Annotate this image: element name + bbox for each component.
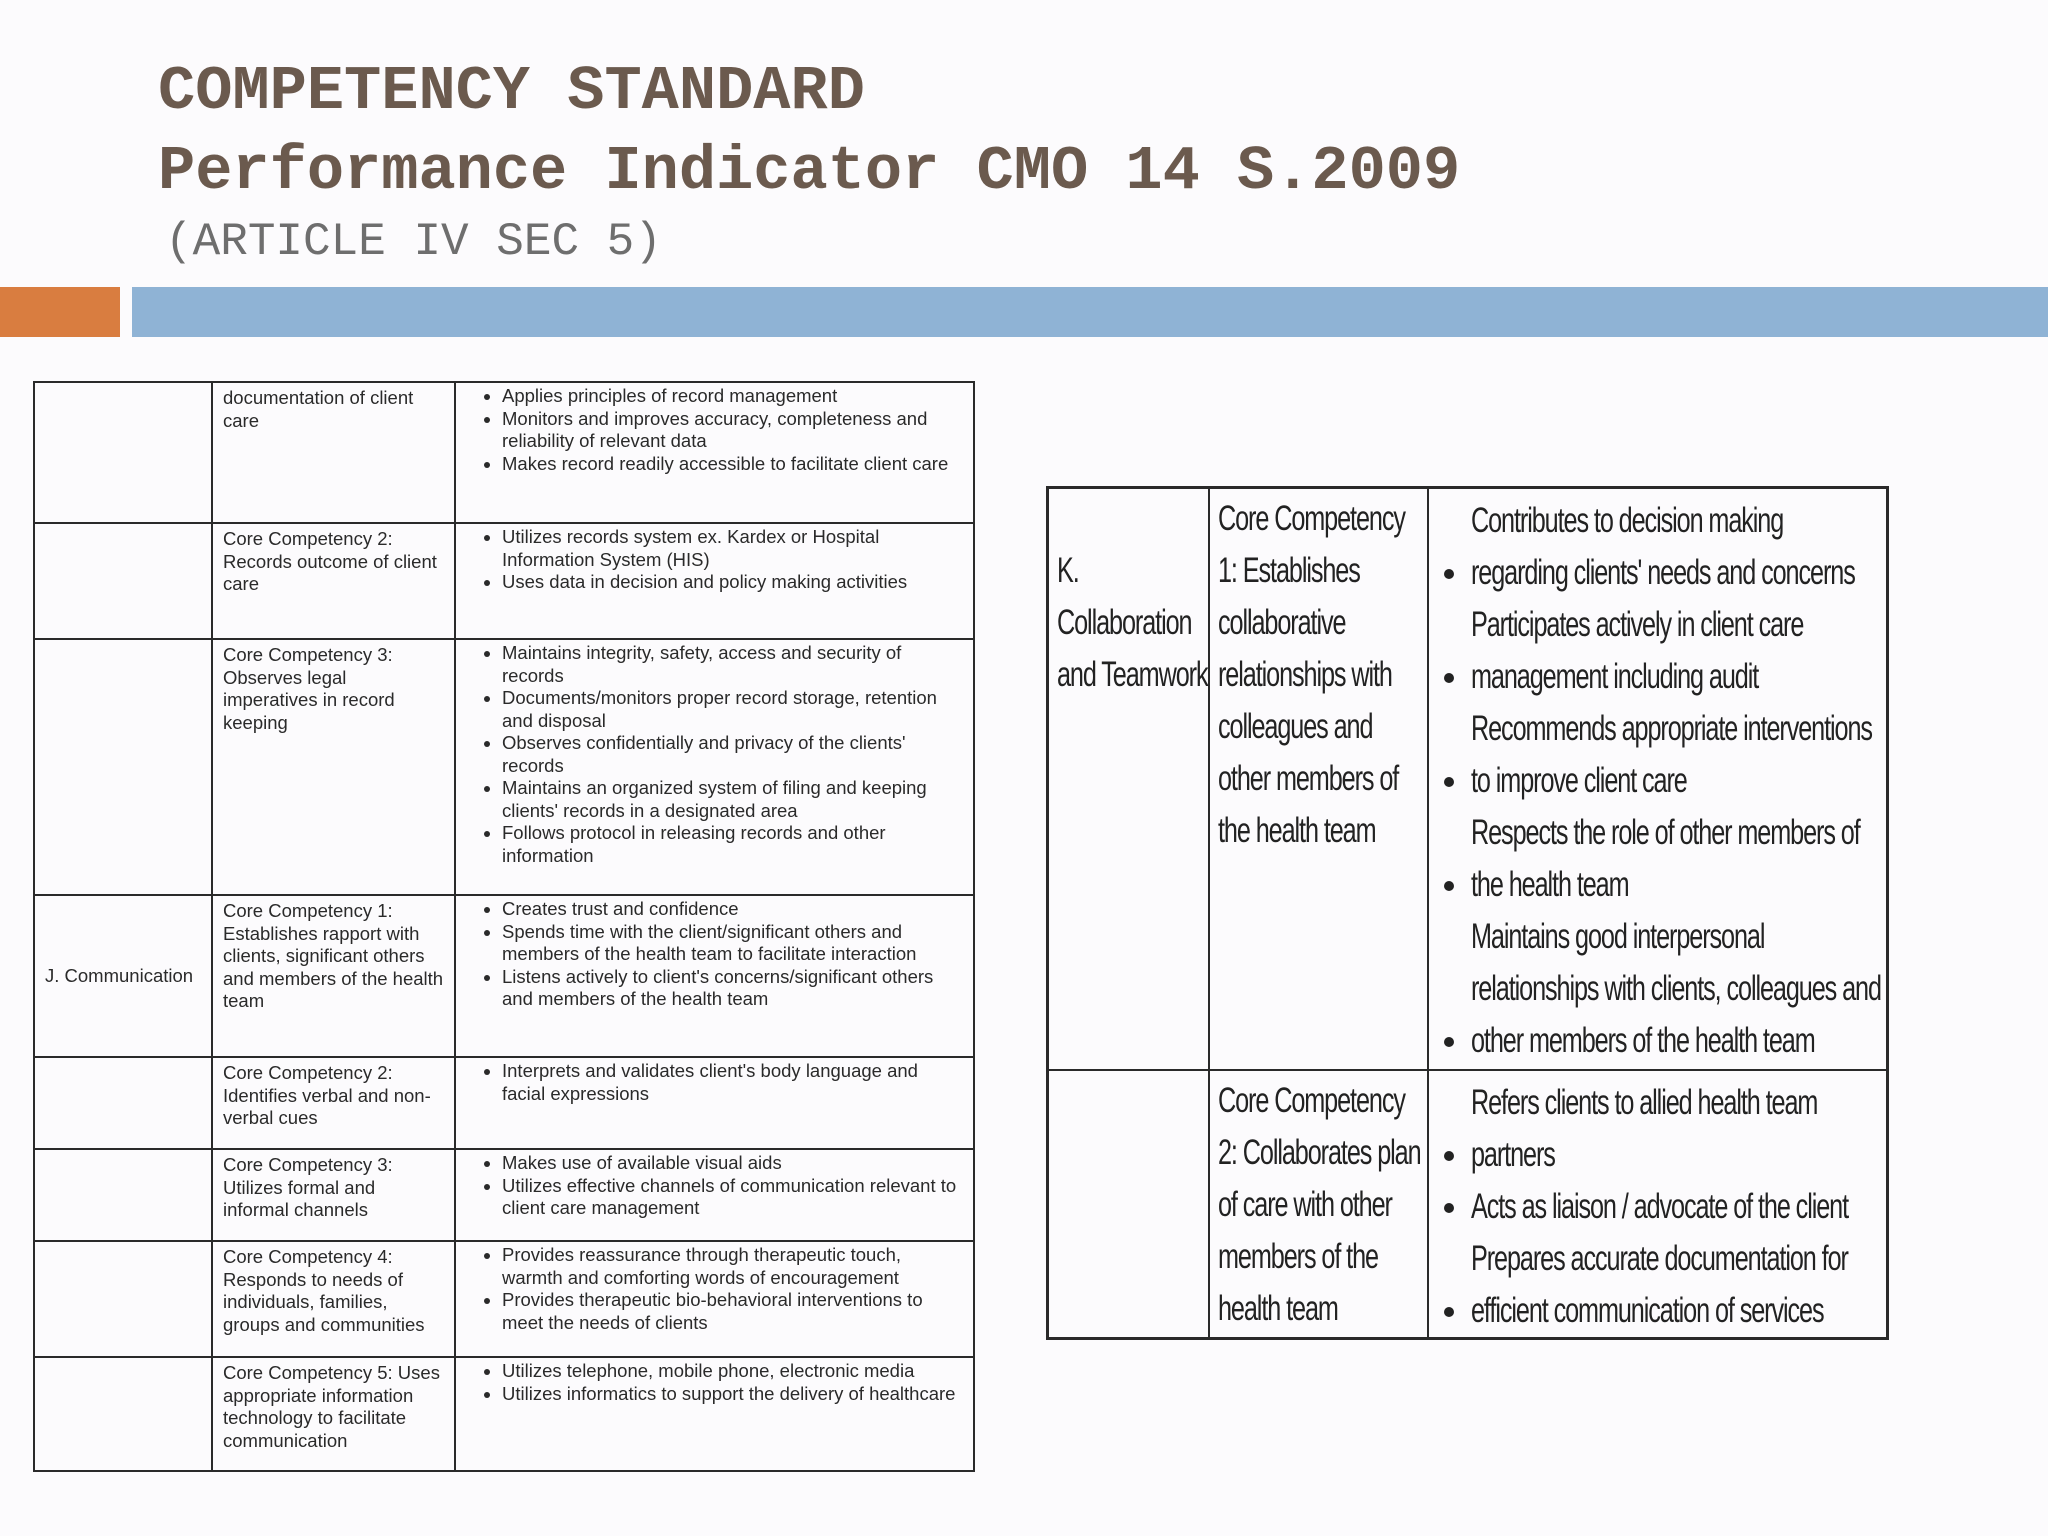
indicator-item	[502, 898, 965, 921]
table-row	[1048, 1070, 1888, 1339]
indicator-text: Creates trust and confidence	[502, 898, 739, 919]
indicator-text: Refers clients to allied health team partners	[1470, 1082, 1817, 1174]
indicators-cell	[1428, 1070, 1888, 1339]
indicator-item	[502, 822, 965, 867]
competency-label: Core Competency 4: Responds to needs of individuals, families, groups and communities	[223, 1246, 425, 1335]
indicator-text: Spends time with the client/significant others and members of the health team to facilitate interaction	[502, 920, 917, 964]
indicator-item	[1471, 599, 1883, 703]
competency-cell	[212, 895, 455, 1057]
indicator-text: Provides therapeutic bio-behavioral interventions to meet the needs of clients	[502, 1289, 923, 1333]
indicators-cell	[455, 1149, 974, 1241]
indicator-text: Respects the role of other members of the health team	[1470, 813, 1860, 904]
indicator-item	[1471, 1077, 1883, 1181]
table-row	[34, 523, 974, 639]
indicator-item	[1471, 1181, 1883, 1233]
indicators-cell	[455, 1357, 974, 1471]
indicators-cell	[455, 639, 974, 895]
area-cell	[34, 1057, 212, 1149]
indicator-item	[1471, 911, 1883, 1067]
competency-cell	[212, 1241, 455, 1357]
competency-cell	[212, 1149, 455, 1241]
indicator-text: Maintains an organized system of filing and keeping clients' records in a designated area	[502, 777, 927, 821]
indicator-item	[1471, 807, 1883, 911]
area-cell	[34, 1149, 212, 1241]
table-row	[34, 895, 974, 1057]
indicator-text: Follows protocol in releasing records and other information	[502, 822, 886, 866]
competency-label: Core Competency 1: Establishes collaborative relationships with colleagues and other members of the health team	[1217, 499, 1405, 850]
indicator-text: Listens actively to client's concerns/significant others and members of the health team	[502, 965, 934, 1009]
indicator-item	[502, 1383, 965, 1406]
competency-label: Core Competency 2: Identifies verbal and non-verbal cues	[223, 1062, 431, 1128]
indicator-item	[1471, 703, 1883, 807]
area-cell	[1048, 1070, 1209, 1339]
indicator-text: Observes confidentially and privacy of the clients' records	[502, 732, 906, 776]
indicator-list	[470, 1152, 965, 1220]
competency-cell	[1209, 488, 1428, 1070]
indicator-text: Uses data in decision and policy making activities	[502, 571, 908, 592]
left-competency-table	[33, 381, 975, 1472]
indicator-list	[470, 526, 965, 594]
indicator-list	[470, 385, 965, 475]
indicator-item	[502, 732, 965, 777]
competency-label: Core Competency 3: Observes legal imperatives in record keeping	[223, 644, 395, 733]
indicator-item	[502, 408, 965, 453]
indicator-item	[502, 642, 965, 687]
indicator-text: Interprets and validates client's body language and facial expressions	[502, 1060, 918, 1104]
indicators-cell	[455, 523, 974, 639]
area-cell	[34, 523, 212, 639]
indicator-item	[502, 571, 965, 594]
slide-title	[158, 52, 1460, 212]
indicators-cell	[1428, 488, 1888, 1070]
competency-cell	[212, 523, 455, 639]
indicator-item	[502, 453, 965, 476]
competency-cell	[212, 382, 455, 523]
table-row	[34, 382, 974, 523]
indicator-text: Monitors and improves accuracy, completeness and reliability of relevant data	[502, 407, 928, 451]
table-row	[34, 1057, 974, 1149]
competency-label: Core Competency 1: Establishes rapport with clients, significant others and members of the health team	[223, 900, 444, 1011]
right-competency-table	[1046, 486, 1889, 1340]
indicator-item	[502, 1360, 965, 1383]
indicator-list	[1437, 1077, 1883, 1337]
indicator-text: Makes use of available visual aids	[502, 1152, 782, 1173]
area-label: K. Collaboration and Teamwork	[1057, 551, 1208, 694]
indicators-cell	[455, 1057, 974, 1149]
indicator-item	[1471, 495, 1883, 599]
table-row	[34, 1357, 974, 1471]
indicator-item	[502, 777, 965, 822]
indicator-item	[502, 526, 965, 571]
indicator-item	[502, 921, 965, 966]
indicator-item	[502, 1060, 965, 1105]
competency-cell	[1209, 1070, 1428, 1339]
indicator-list	[470, 1060, 965, 1105]
competency-cell	[212, 1057, 455, 1149]
indicator-item	[502, 385, 965, 408]
indicator-text: Documents/monitors proper record storage, retention and disposal	[502, 687, 937, 731]
indicator-text: Utilizes telephone, mobile phone, electronic media	[502, 1360, 915, 1381]
indicator-text: Participates actively in client care management including audit	[1470, 605, 1803, 696]
indicator-list	[470, 642, 965, 867]
indicator-item	[502, 1244, 965, 1289]
title-line-1: COMPETENCY STANDARD	[158, 56, 865, 127]
indicators-cell	[455, 1241, 974, 1357]
title-line-2: Performance Indicator CMO 14 S.2009	[158, 136, 1461, 207]
table-row	[1048, 488, 1888, 1070]
indicators-cell	[455, 382, 974, 523]
competency-cell	[212, 1357, 455, 1471]
indicator-list	[470, 1360, 965, 1405]
indicator-item	[502, 1175, 965, 1220]
area-cell	[34, 639, 212, 895]
indicator-list	[470, 898, 965, 1011]
indicator-list	[1437, 495, 1883, 1067]
area-label: J. Communication	[45, 964, 194, 986]
indicator-text: Prepares accurate documentation for efficient communication of services	[1470, 1238, 1848, 1330]
indicator-text: Maintains integrity, safety, access and security of records	[502, 642, 902, 686]
competency-label: documentation of client care	[223, 387, 414, 431]
indicator-text: Utilizes informatics to support the delivery of healthcare	[502, 1382, 956, 1404]
competency-label: Core Competency 3: Utilizes formal and informal channels	[223, 1154, 393, 1220]
indicator-text: Utilizes effective channels of communication relevant to client care management	[502, 1174, 957, 1218]
table-row	[34, 1149, 974, 1241]
competency-label: Core Competency 2: Collaborates plan of care with other members of the health team	[1217, 1080, 1421, 1328]
accent-bar-orange	[0, 287, 120, 337]
indicator-text: Makes record readily accessible to facilitate client care	[502, 452, 949, 474]
indicator-item	[1471, 1233, 1883, 1337]
area-cell	[34, 1241, 212, 1357]
area-cell	[34, 895, 212, 1057]
indicator-item	[502, 966, 965, 1011]
table-row	[34, 1241, 974, 1357]
indicator-text: Contributes to decision making regarding clients' needs and concerns	[1470, 501, 1855, 592]
slide-subtitle: (ARTICLE IV SEC 5)	[165, 216, 662, 268]
accent-bar-blue	[132, 287, 2048, 337]
indicators-cell	[455, 895, 974, 1057]
indicator-text: Maintains good interpersonal relationships with clients, colleagues and other members of the health team	[1470, 917, 1881, 1060]
competency-label: Core Competency 5: Uses appropriate information technology to facilitate communication	[223, 1362, 440, 1451]
competency-cell	[212, 639, 455, 895]
indicator-item	[502, 687, 965, 732]
indicator-text: Acts as liaison / advocate of the client	[1470, 1186, 1848, 1226]
indicator-text: Utilizes records system ex. Kardex or Hospital Information System (HIS)	[502, 526, 880, 570]
indicator-item	[502, 1152, 965, 1175]
indicator-list	[470, 1244, 965, 1334]
area-cell	[34, 382, 212, 523]
table-row	[34, 639, 974, 895]
area-cell	[34, 1357, 212, 1471]
area-cell	[1048, 488, 1209, 1070]
indicator-item	[502, 1289, 965, 1334]
indicator-text: Provides reassurance through therapeutic touch, warmth and comforting words of encouragement	[502, 1244, 902, 1288]
competency-label: Core Competency 2: Records outcome of client care	[223, 528, 437, 594]
indicator-text: Applies principles of record management	[502, 385, 838, 406]
indicator-text: Recommends appropriate interventions to improve client care	[1470, 709, 1872, 800]
